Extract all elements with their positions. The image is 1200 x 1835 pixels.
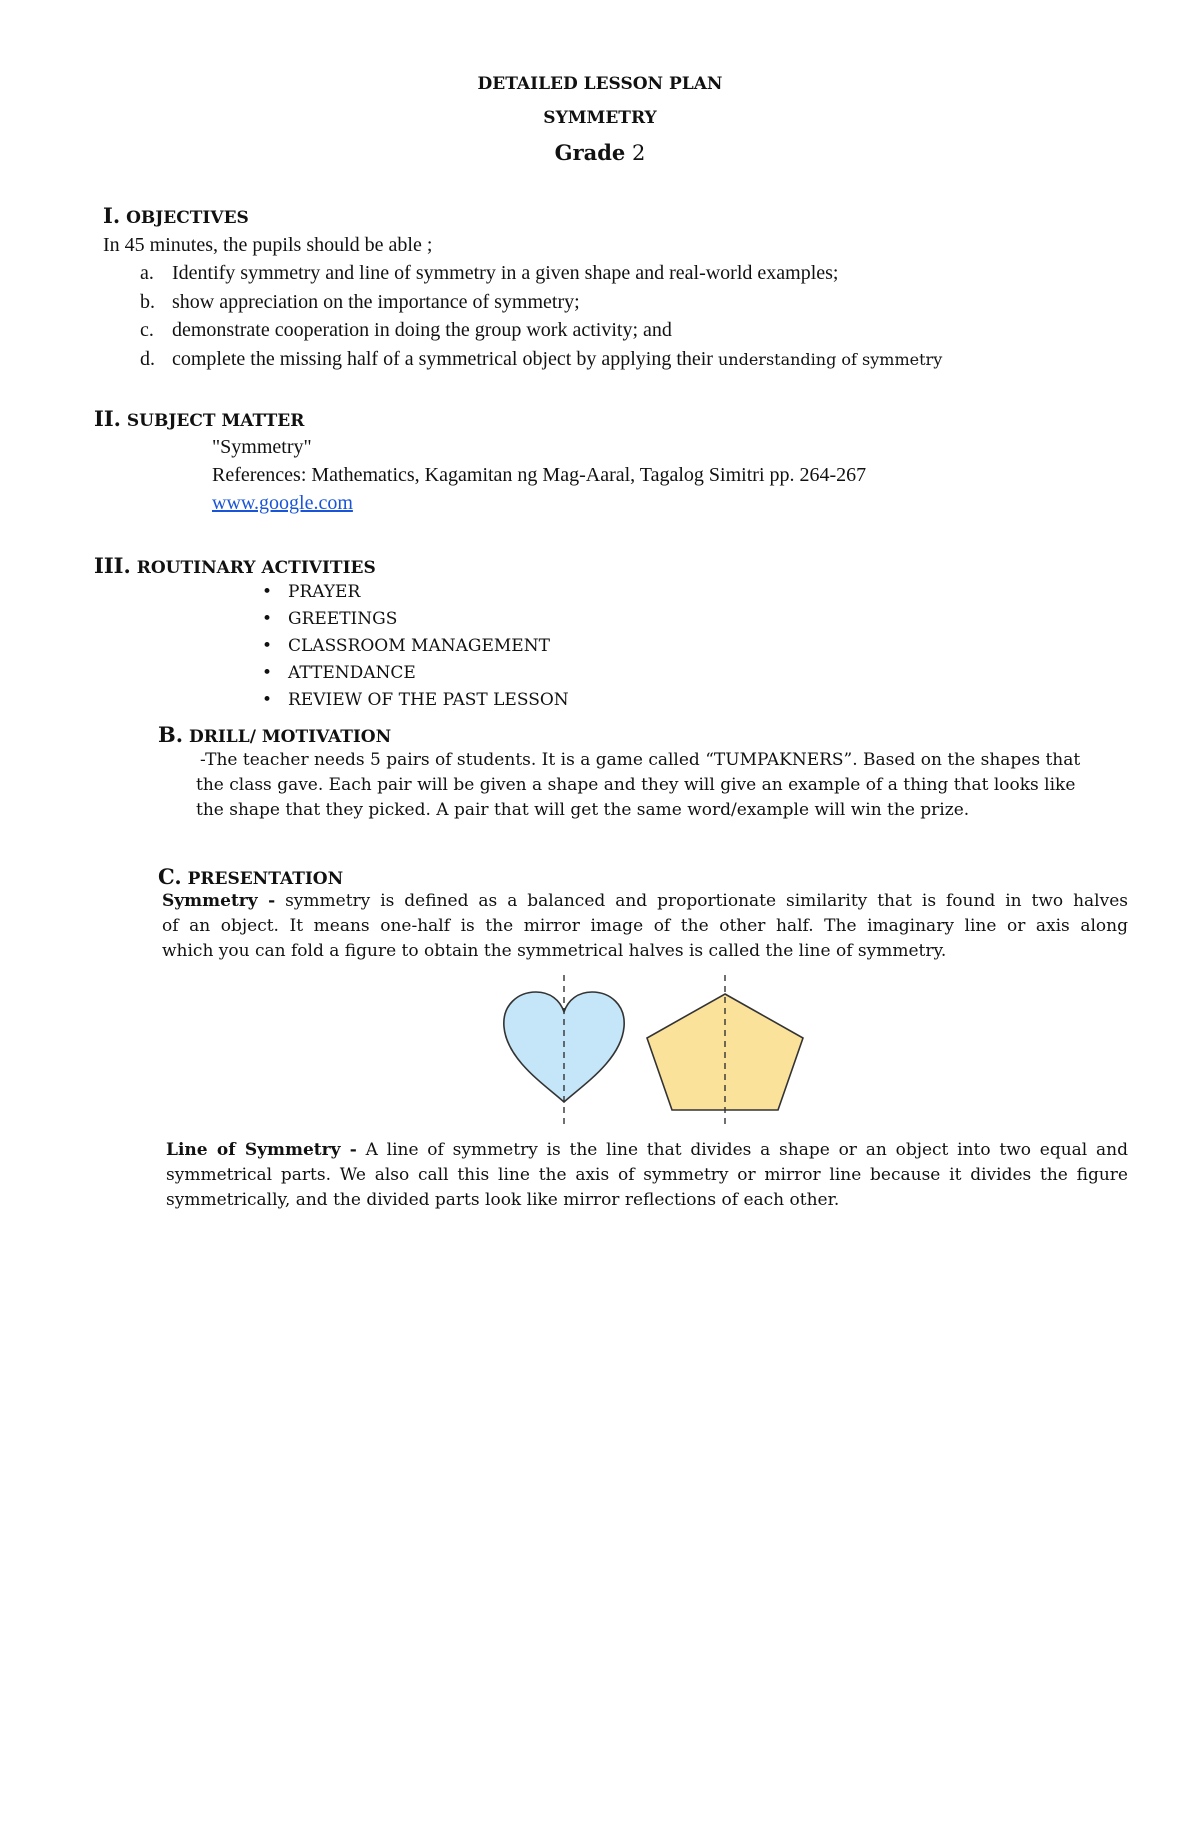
objective-letter: a. (140, 262, 154, 284)
objective-letter: b. (140, 291, 155, 313)
objective-item-d (140, 348, 942, 371)
bullet-icon: • (262, 609, 273, 629)
symmetry-line (162, 889, 1128, 914)
presentation-heading (158, 864, 343, 889)
objective-item-b (140, 291, 580, 314)
line-of-symmetry-definition (166, 1138, 1128, 1213)
los-line (166, 1138, 1128, 1163)
objective-item-a (140, 262, 838, 285)
routine-label: GREETINGS (288, 609, 398, 629)
routinary-title: ROUTINARY ACTIVITIES (136, 558, 376, 578)
objective-text-tail: understanding of symmetry (717, 350, 943, 369)
bullet-icon: • (262, 582, 273, 602)
routine-item-classroom-management (262, 636, 550, 656)
objective-text: demonstrate cooperation in doing the group work activity; and (172, 319, 672, 341)
drill-title: DRILL/ MOTIVATION (188, 727, 392, 747)
objectives-numeral: I. (103, 203, 121, 228)
los-line-text: A line of symmetry is the line that divides a shape or an object into two equal and (365, 1140, 1128, 1160)
objective-text: complete the missing half of a symmetrical object by applying their (172, 348, 713, 370)
objective-item-c (140, 319, 672, 342)
routine-item-greetings (262, 609, 397, 629)
objectives-intro: In 45 minutes, the pupils should be able ; (103, 234, 433, 256)
subject-matter-heading (94, 406, 304, 431)
grade-label: Grade (554, 140, 626, 165)
document-title: DETAILED LESSON PLAN (477, 74, 723, 94)
grade-level (0, 140, 1200, 165)
objective-text: Identify symmetry and line of symmetry in a given shape and real-world examples; (172, 262, 839, 284)
document-subject: SYMMETRY (543, 108, 657, 128)
bullet-icon: • (262, 663, 273, 683)
symmetry-line: of an object. It means one-half is the mirror image of the other half. The imaginary line or axis along (162, 916, 1128, 936)
routine-item-prayer (262, 582, 360, 602)
drill-paragraph (196, 748, 1156, 823)
objective-text: show appreciation on the importance of symmetry; (172, 291, 580, 313)
google-link[interactable]: www.google.com (212, 492, 353, 514)
grade-value: 2 (631, 141, 646, 165)
drill-line: -The teacher needs 5 pairs of students. It is a game called “TUMPAKNERS”. Based on the shapes that (200, 750, 1081, 770)
los-line: symmetrically, and the divided parts look like mirror reflections of each other. (166, 1190, 840, 1210)
presentation-letter: C. (158, 864, 182, 889)
routine-label: REVIEW OF THE PAST LESSON (288, 690, 569, 710)
drill-heading (158, 722, 391, 747)
routine-label: PRAYER (288, 582, 361, 602)
drill-line: the shape that they picked. A pair that will get the same word/example will win the prize. (196, 800, 970, 820)
routinary-heading (94, 553, 376, 578)
los-term: Line of Symmetry - (166, 1140, 357, 1160)
objective-letter: c. (140, 319, 154, 341)
routine-item-review (262, 690, 569, 710)
subject-matter-numeral: II. (94, 406, 121, 431)
symmetry-figure (490, 972, 820, 1132)
subject-references: References: Mathematics, Kagamitan ng Mag-Aaral, Tagalog Simitri pp. 264-267 (212, 464, 867, 486)
symmetry-line: which you can fold a figure to obtain the symmetrical halves is called the line of symmetry. (162, 941, 947, 961)
drill-line: the class gave. Each pair will be given a shape and they will give an example of a thing that looks like (196, 775, 1076, 795)
objective-letter: d. (140, 348, 155, 370)
presentation-title: PRESENTATION (187, 869, 344, 889)
symmetry-term: Symmetry - (162, 891, 276, 911)
subject-topic: "Symmetry" (212, 436, 312, 458)
routine-label: CLASSROOM MANAGEMENT (288, 636, 550, 656)
symmetry-definition (162, 889, 1128, 964)
objectives-title: OBJECTIVES (126, 208, 249, 228)
routine-item-attendance (262, 663, 416, 683)
objectives-heading (103, 203, 249, 228)
bullet-icon: • (262, 690, 273, 710)
bullet-icon: • (262, 636, 273, 656)
routinary-numeral: III. (94, 553, 131, 578)
routine-label: ATTENDANCE (288, 663, 416, 683)
subject-matter-title: SUBJECT MATTER (126, 411, 305, 431)
reference-link[interactable] (212, 492, 353, 515)
los-line: symmetrical parts. We also call this line the axis of symmetry or mirror line because it divides the figure (166, 1165, 1128, 1185)
drill-letter: B. (158, 722, 184, 747)
symmetry-line-text: symmetry is defined as a balanced and proportionate similarity that is found in two halves (285, 891, 1129, 911)
